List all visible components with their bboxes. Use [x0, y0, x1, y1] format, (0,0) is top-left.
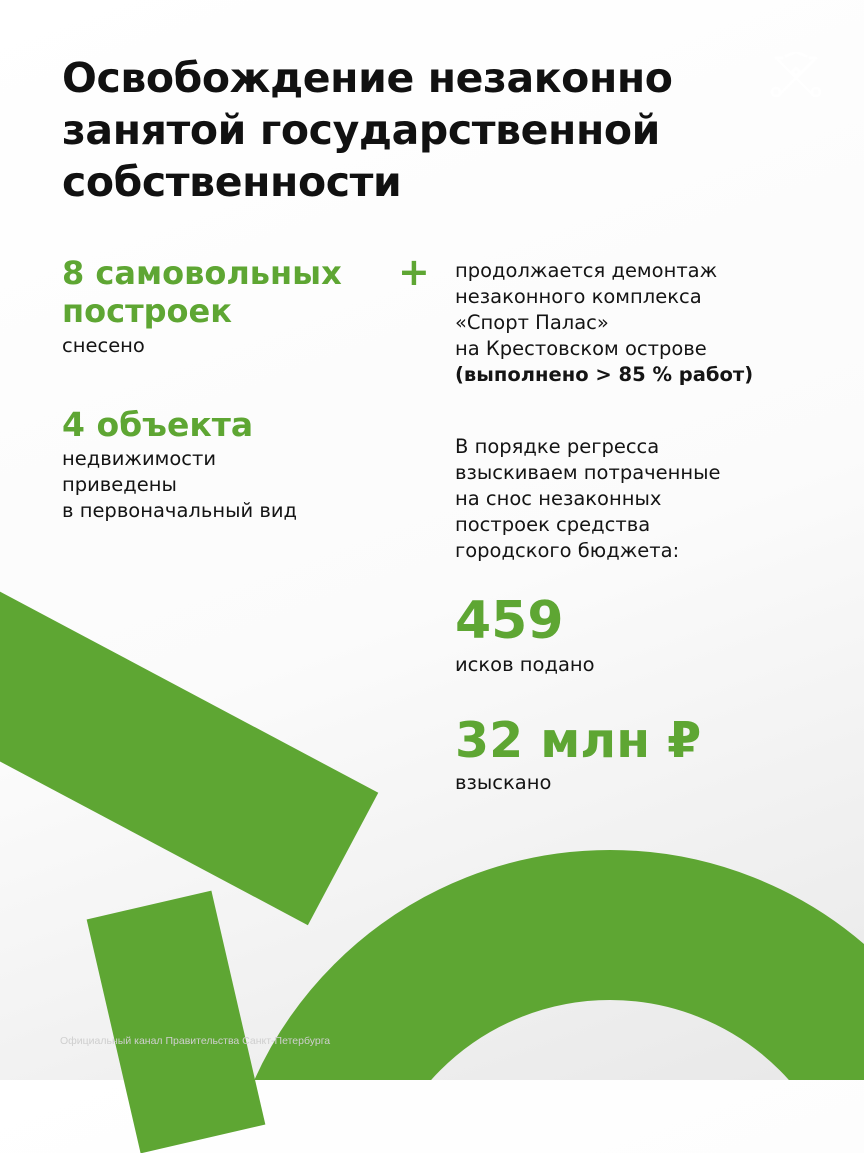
plus-icon: +: [398, 250, 430, 294]
caption-line: в первоначальный вид: [62, 499, 298, 522]
page-title: Освобождение незаконно занятой государственной собственности: [62, 54, 673, 206]
stat-demolished-caption: снесено: [62, 334, 145, 357]
regress-line: В порядке регресса: [455, 435, 660, 458]
demolition-line: незаконного комплекса: [455, 285, 702, 308]
recovered-caption: взыскано: [455, 771, 552, 794]
claims-value: 459: [455, 591, 564, 651]
caption-line: недвижимости: [62, 447, 217, 470]
stat-demolished-value: 8 самовольных построек: [62, 254, 342, 330]
regress-line: на снос незаконных: [455, 487, 662, 510]
stat-restored-caption: [62, 446, 297, 524]
claims-caption: исков подано: [455, 653, 595, 676]
regress-note: [455, 434, 845, 564]
caption-line: приведены: [62, 473, 177, 496]
regress-line: городского бюджета:: [455, 539, 680, 562]
demolition-line: продолжается демонтаж: [455, 259, 718, 282]
demolition-line: «Спорт Палас»: [455, 311, 609, 334]
demolition-progress: (выполнено > 85 % работ): [455, 363, 754, 386]
demolition-line: на Крестовском острове: [455, 337, 707, 360]
regress-line: построек средства: [455, 513, 651, 536]
recovered-value: 32 млн ₽: [455, 712, 702, 769]
spb-emblem-icon: [770, 52, 822, 102]
footer-caption: Официальный канал Правительства Санкт-Петербурга: [60, 1035, 331, 1047]
stat-restored-value: 4 объекта: [62, 405, 254, 444]
regress-line: взыскиваем потраченные: [455, 461, 721, 484]
demolition-note: [455, 258, 845, 388]
